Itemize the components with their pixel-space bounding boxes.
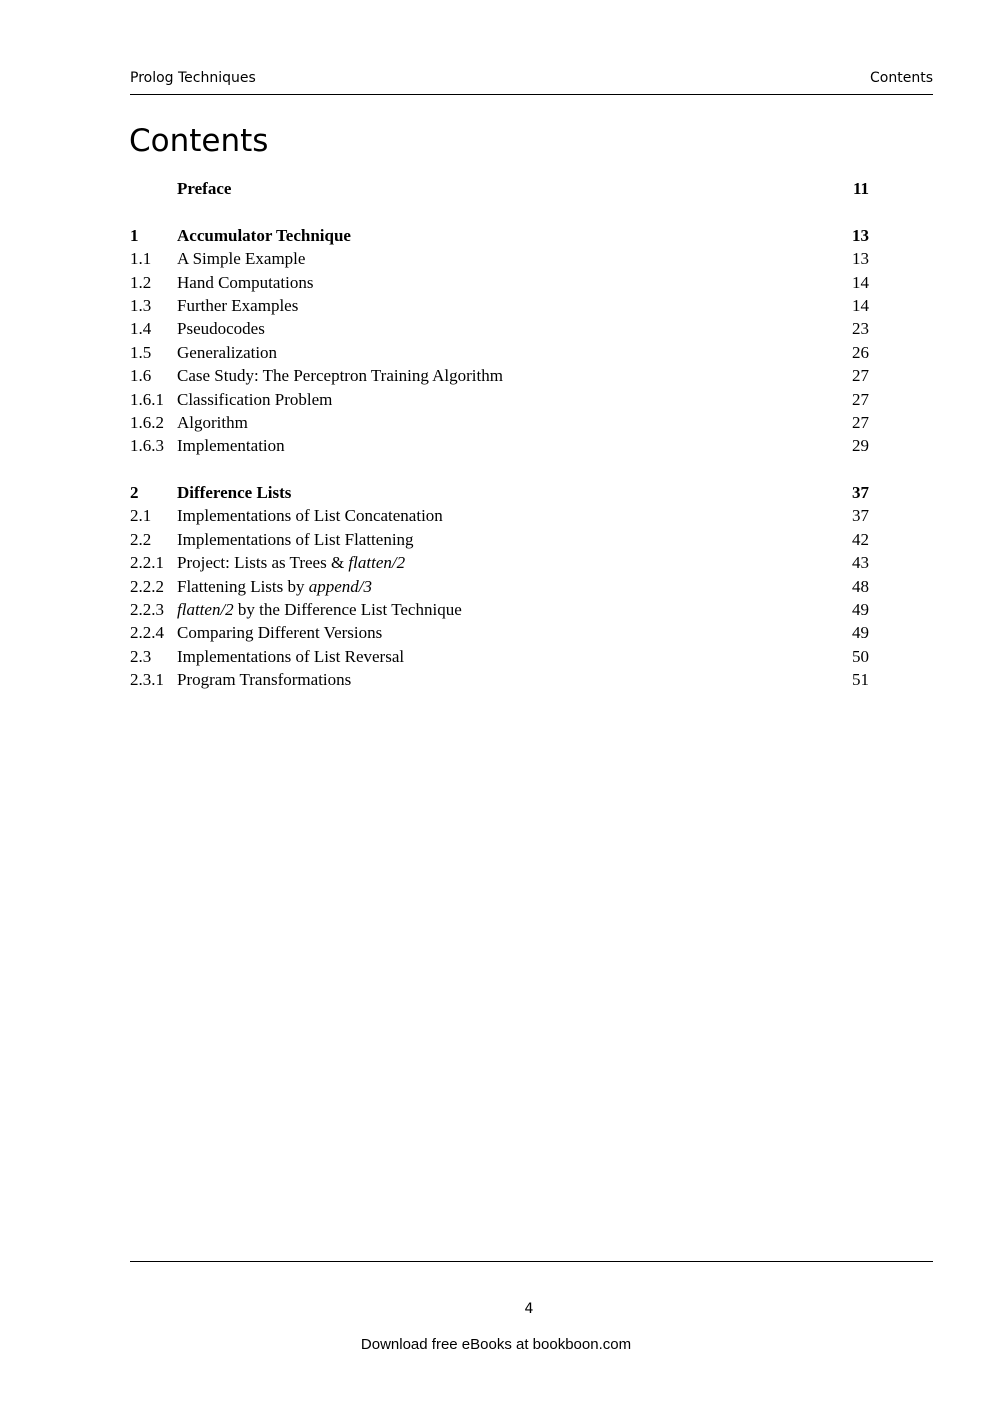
toc-entry-1-6[interactable] <box>130 364 870 387</box>
toc-title-text: Project: Lists as Trees & <box>177 553 349 573</box>
toc-number: 1.5 <box>130 342 152 362</box>
toc-page: 37 <box>852 506 869 526</box>
toc-number: 2 <box>130 483 139 503</box>
toc-number: 1 <box>130 225 139 245</box>
toc-entry-2-1[interactable] <box>130 504 870 527</box>
toc-number: 1.6.1 <box>130 389 164 409</box>
toc-entry-2-2-1[interactable] <box>130 551 870 574</box>
toc-page: 13 <box>852 225 869 245</box>
toc-title-predicate: flatten/2 <box>177 600 234 620</box>
toc-page: 50 <box>852 646 869 666</box>
toc-number: 2.2.4 <box>130 623 164 643</box>
toc-number: 2.2.3 <box>130 600 164 620</box>
toc-title <box>177 551 405 574</box>
running-header <box>130 68 933 95</box>
toc-title: Implementations of List Reversal <box>177 646 405 666</box>
toc-title: Generalization <box>177 342 278 362</box>
toc-number: 1.3 <box>130 295 152 315</box>
toc-entry-1-2[interactable] <box>130 271 870 294</box>
footer-divider <box>130 1261 933 1262</box>
toc-title: Algorithm <box>177 412 248 432</box>
toc-page: 43 <box>852 553 869 573</box>
toc-title-predicate: flatten/2 <box>348 553 406 573</box>
header-section-title: Contents <box>870 70 933 86</box>
toc-title: Implementation <box>177 436 285 456</box>
toc-title: Implementations of List Flattening <box>177 529 414 549</box>
toc-page: 51 <box>852 670 869 690</box>
table-of-contents <box>130 177 870 692</box>
header-book-title: Prolog Techniques <box>130 70 256 86</box>
toc-page: 11 <box>852 179 869 198</box>
toc-page: 49 <box>852 623 869 643</box>
toc-title <box>177 598 462 621</box>
toc-entry-chapter-2[interactable] <box>130 481 870 504</box>
toc-entry-2-2[interactable] <box>130 528 870 551</box>
toc-title: Case Study: The Perceptron Training Algorithm <box>177 366 503 386</box>
toc-number: 2.2 <box>130 529 152 549</box>
toc-page: 13 <box>852 249 869 269</box>
toc-entry-2-2-3[interactable] <box>130 598 870 621</box>
toc-title: Classification Problem <box>177 389 333 409</box>
toc-number: 2.3 <box>130 646 152 666</box>
toc-entry-1-6-2[interactable] <box>130 411 870 434</box>
toc-entry-2-3-1[interactable] <box>130 668 870 691</box>
toc-number: 2.3.1 <box>130 670 164 690</box>
toc-title: Comparing Different Versions <box>177 623 383 643</box>
toc-page: 27 <box>852 412 869 432</box>
toc-number: 1.6 <box>130 366 152 386</box>
toc-title: Pseudocodes <box>177 319 265 339</box>
toc-page: 29 <box>852 436 869 456</box>
toc-page: 23 <box>852 319 869 339</box>
toc-number: 2.1 <box>130 506 152 526</box>
toc-title: Accumulator Technique <box>177 225 351 245</box>
toc-title: A Simple Example <box>177 249 306 269</box>
toc-number: 2.2.2 <box>130 576 164 596</box>
toc-page: 27 <box>852 366 869 386</box>
toc-entry-2-2-2[interactable] <box>130 575 870 598</box>
toc-page: 37 <box>852 483 869 503</box>
toc-title: Difference Lists <box>177 483 292 503</box>
toc-number: 1.6.3 <box>130 436 164 456</box>
toc-title: Hand Computations <box>177 272 314 292</box>
toc-entry-1-1[interactable] <box>130 247 870 270</box>
page-number: 4 <box>524 1301 534 1317</box>
toc-title: Program Transformations <box>177 670 352 690</box>
toc-entry-1-6-3[interactable] <box>130 434 870 457</box>
download-note: Download free eBooks at bookboon.com <box>360 1336 632 1353</box>
toc-number: 2.2.1 <box>130 553 164 573</box>
toc-entry-1-6-1[interactable] <box>130 388 870 411</box>
toc-number: 1.6.2 <box>130 412 164 432</box>
toc-page: 26 <box>852 342 869 362</box>
toc-title: Further Examples <box>177 295 299 315</box>
toc-entry-preface[interactable] <box>130 177 870 200</box>
toc-entry-2-3[interactable] <box>130 645 870 668</box>
toc-page: 27 <box>852 389 869 409</box>
toc-title-text: Flattening Lists by <box>177 576 309 596</box>
toc-number: 1.1 <box>130 249 152 269</box>
toc-page: 48 <box>852 576 869 596</box>
toc-title <box>177 575 372 598</box>
page-title: Contents <box>129 123 269 159</box>
toc-number: 1.2 <box>130 272 152 292</box>
toc-page: 49 <box>852 600 869 620</box>
toc-title: Implementations of List Concatenation <box>177 506 443 526</box>
toc-title: Preface <box>177 179 232 198</box>
toc-page: 42 <box>852 529 869 549</box>
toc-entry-chapter-1[interactable] <box>130 224 870 247</box>
toc-title-text: by the Difference List Technique <box>233 600 462 620</box>
toc-page: 14 <box>852 295 869 315</box>
toc-entry-1-3[interactable] <box>130 294 870 317</box>
toc-entry-1-5[interactable] <box>130 341 870 364</box>
toc-title-predicate: append/3 <box>308 576 373 596</box>
toc-number: 1.4 <box>130 319 152 339</box>
toc-entry-2-2-4[interactable] <box>130 621 870 644</box>
toc-page: 14 <box>852 272 869 292</box>
toc-entry-1-4[interactable] <box>130 317 870 340</box>
